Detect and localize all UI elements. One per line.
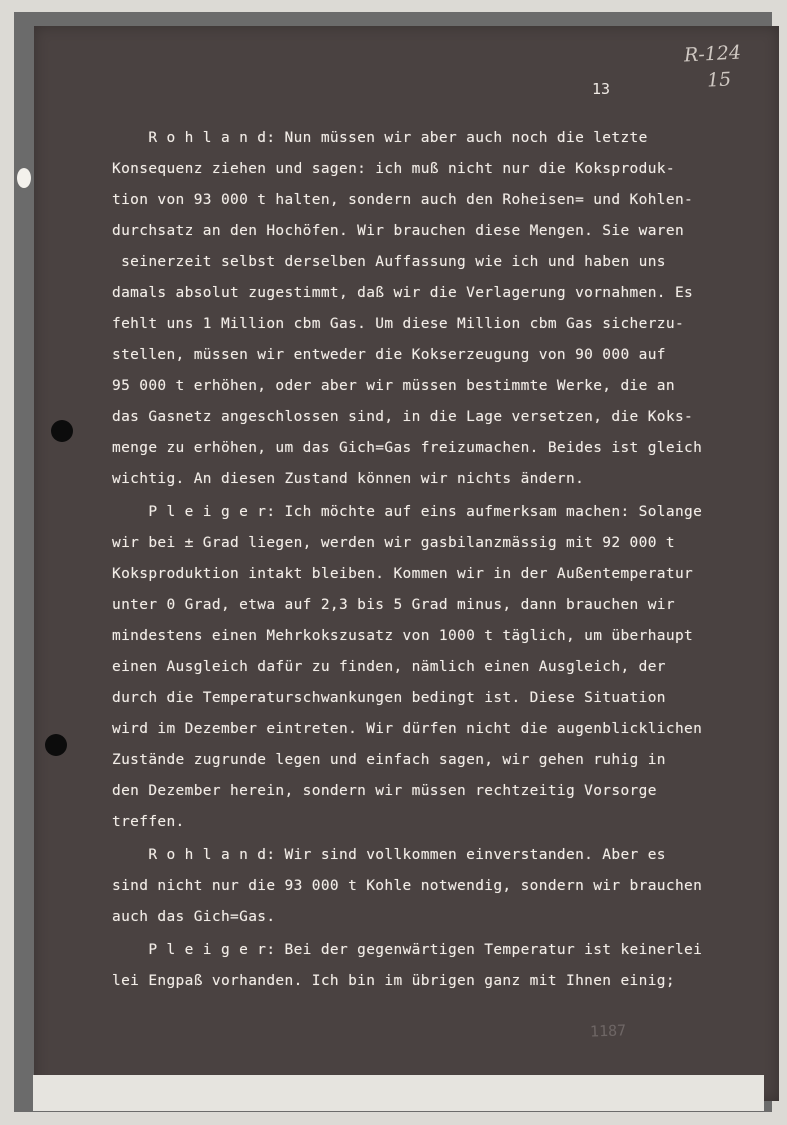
text-line: den Dezember herein, sondern wir müssen rechtzeitig Vorsorge [112, 783, 657, 799]
page-number: 13 [592, 80, 611, 98]
text-line: wird im Dezember eintreten. Wir dürfen nicht die augenblicklichen [112, 721, 703, 737]
text-line: 95 000 t erhöhen, oder aber wir müssen bestimmte Werke, die an [112, 378, 675, 394]
handwritten-reference: R-124 [683, 41, 742, 67]
text-line: P l e i g e r: Ich möchte auf eins aufmerksam machen: Solange [112, 504, 703, 520]
text-line: durchsatz an den Hochöfen. Wir brauchen diese Mengen. Sie waren [112, 223, 685, 239]
handwritten-folio: 15 [706, 68, 732, 92]
bottom-margin-strip [33, 1075, 764, 1111]
text-line: mindestens einen Mehrkokszusatz von 1000 t täglich, um überhaupt [112, 628, 694, 644]
text-line: Zustände zugrunde legen und einfach sagen, wir gehen ruhig in [112, 752, 666, 768]
punch-hole-top [17, 168, 31, 188]
text-line: durch die Temperaturschwankungen bedingt ist. Diese Situation [112, 690, 666, 706]
text-line: R o h l a n d: Wir sind vollkommen einverstanden. Aber es [112, 847, 666, 863]
text-line: menge zu erhöhen, um das Gich=Gas freizumachen. Beides ist gleich [112, 440, 703, 456]
text-line: tion von 93 000 t halten, sondern auch den Roheisen= und Kohlen- [112, 192, 694, 208]
punch-hole-middle [51, 420, 73, 442]
document-body [112, 124, 752, 1004]
text-line: stellen, müssen wir entweder die Kokserzeugung von 90 000 auf [112, 347, 666, 363]
text-line: Konsequenz ziehen und sagen: ich muß nicht nur die Koksproduk- [112, 161, 675, 177]
text-line: wichtig. An diesen Zustand können wir nichts ändern. [112, 471, 585, 487]
text-line: fehlt uns 1 Million cbm Gas. Um diese Million cbm Gas sicherzu- [112, 316, 685, 332]
text-line: lei Engpaß vorhanden. Ich bin im übrigen ganz mit Ihnen einig; [112, 973, 675, 989]
text-line: P l e i g e r: Bei der gegenwärtigen Temperatur ist keinerlei [112, 942, 703, 958]
punch-hole-lower [45, 734, 67, 756]
text-line: damals absolut zugestimmt, daß wir die Verlagerung vornahmen. Es [112, 285, 694, 301]
text-line: Koksproduktion intakt bleiben. Kommen wir in der Außentemperatur [112, 566, 694, 582]
text-line: auch das Gich=Gas. [112, 909, 276, 925]
text-line: wir bei ± Grad liegen, werden wir gasbilanzmässig mit 92 000 t [112, 535, 675, 551]
text-line: R o h l a n d: Nun müssen wir aber auch noch die letzte [112, 130, 648, 146]
text-line: treffen. [112, 814, 185, 830]
text-line: das Gasnetz angeschlossen sind, in die Lage versetzen, die Koks- [112, 409, 694, 425]
text-line: sind nicht nur die 93 000 t Kohle notwendig, sondern wir brauchen [112, 878, 703, 894]
text-line: seinerzeit selbst derselben Auffassung wie ich und haben uns [112, 254, 666, 270]
archive-stamp: 1187 [589, 1021, 627, 1041]
text-line: unter 0 Grad, etwa auf 2,3 bis 5 Grad minus, dann brauchen wir [112, 597, 675, 613]
text-line: einen Ausgleich dafür zu finden, nämlich einen Ausgleich, der [112, 659, 666, 675]
